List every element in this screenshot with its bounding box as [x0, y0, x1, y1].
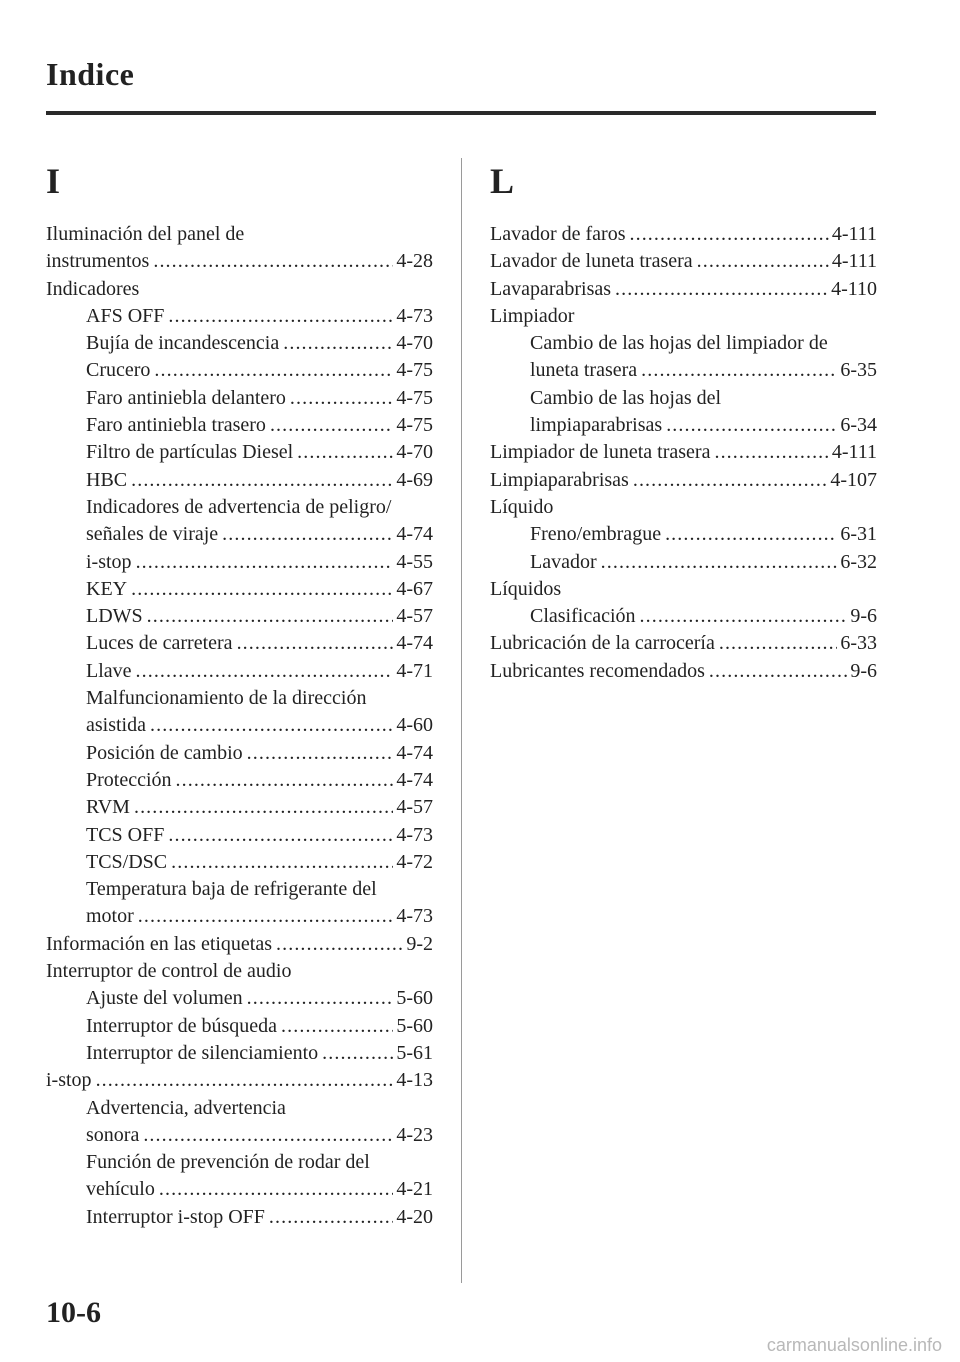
index-entry: [490, 248, 877, 275]
index-entry: [490, 658, 877, 685]
dot-leader: [131, 467, 393, 494]
index-entry: [46, 876, 433, 903]
index-entry-term: Iluminación del panel de: [46, 223, 245, 245]
index-entry-term: Lavador de faros: [490, 223, 626, 245]
index-entry-page: 4-57: [396, 605, 433, 628]
index-entry-page: 4-73: [396, 304, 433, 327]
index-entry-term: Cambio de las hojas del: [530, 386, 722, 409]
dot-leader: [322, 1040, 393, 1067]
index-entry-term: Limpiador de luneta trasera: [490, 441, 711, 464]
index-entry-page: 9-6: [850, 605, 877, 628]
index-entry: [46, 549, 433, 576]
index-entry: [46, 685, 433, 712]
dot-leader: [283, 330, 393, 357]
index-entry-term: i-stop: [86, 550, 132, 573]
index-entry: [46, 1122, 433, 1149]
dot-leader: [247, 740, 394, 767]
index-entry-term: Temperatura baja de refrigerante del: [86, 878, 377, 901]
index-entry-term: Indicadores: [46, 277, 140, 300]
index-entry-term: KEY: [86, 577, 128, 600]
dot-leader: [640, 603, 848, 630]
index-entry-term: Malfuncionamiento de la dirección: [86, 687, 367, 710]
column-divider: [461, 158, 462, 1283]
index-entry-page: 4-74: [396, 741, 433, 764]
index-entry-page: 4-75: [396, 359, 433, 382]
index-entry-page: 4-60: [396, 714, 433, 737]
index-entry: [490, 576, 877, 603]
dot-leader: [276, 931, 403, 958]
index-entry-page: 5-60: [396, 987, 433, 1010]
index-entry: [46, 794, 433, 821]
index-entry-page: 4-111: [831, 223, 877, 245]
dot-leader: [159, 1176, 393, 1203]
index-entry: [46, 958, 433, 985]
index-entry: [490, 357, 877, 384]
index-entry: [490, 439, 877, 466]
index-entry-page: 4-74: [396, 523, 433, 546]
index-entry-term: Lubricación de la carrocería: [490, 632, 715, 655]
dot-leader: [665, 521, 837, 548]
dot-leader: [168, 303, 393, 330]
index-entry: [46, 903, 433, 930]
index-entry: [490, 467, 877, 494]
index-entry-term: sonora: [86, 1123, 140, 1146]
index-entry: [490, 603, 877, 630]
index-entry-term: AFS OFF: [86, 304, 165, 327]
index-entry-page: 4-73: [396, 905, 433, 928]
dot-leader: [714, 439, 828, 466]
index-entry: [46, 740, 433, 767]
index-entry: [46, 330, 433, 357]
index-entry: [46, 385, 433, 412]
index-entry: [46, 1095, 433, 1122]
index-entry-term: Faro antiniebla delantero: [86, 386, 286, 409]
dot-leader: [281, 1013, 393, 1040]
section-letter-l: L: [490, 161, 515, 201]
index-entry: [46, 412, 433, 439]
dot-leader: [136, 658, 394, 685]
index-entry-term: luneta trasera: [530, 359, 638, 382]
dot-leader: [666, 412, 837, 439]
index-entry: [46, 357, 433, 384]
index-entry: [46, 1013, 433, 1040]
page-number: 10-6: [46, 1296, 101, 1329]
index-entries-i: [46, 221, 433, 1231]
index-entry-term: asistida: [86, 714, 146, 737]
index-entry: [490, 549, 877, 576]
index-entry: [46, 985, 433, 1012]
index-entry-term: Lavador de luneta trasera: [490, 250, 693, 273]
index-entry: [46, 767, 433, 794]
dot-leader: [615, 276, 828, 303]
index-entry-page: 4-73: [396, 823, 433, 846]
index-entry-term: instrumentos: [46, 250, 150, 273]
index-entry-term: Bujía de incandescencia: [86, 332, 280, 355]
index-entry-page: 6-31: [840, 523, 877, 546]
watermark: carmanualsonline.info: [766, 1335, 942, 1355]
index-entry-term: HBC: [86, 468, 128, 491]
index-entry-page: 9-2: [406, 932, 433, 955]
dot-leader: [719, 630, 837, 657]
index-entry: [490, 412, 877, 439]
index-entry-page: 4-28: [396, 250, 433, 273]
index-entry-term: Clasificación: [530, 605, 636, 628]
index-entry-term: LDWS: [86, 605, 143, 628]
index-entry-term: Función de prevención de rodar del: [86, 1151, 370, 1174]
index-entry: [490, 630, 877, 657]
dot-leader: [138, 903, 394, 930]
index-entry-term: Interruptor de silenciamiento: [86, 1041, 319, 1064]
index-entry-term: i-stop: [46, 1069, 92, 1092]
index-entry: [46, 1067, 433, 1094]
dot-leader: [641, 357, 837, 384]
index-entry: [46, 630, 433, 657]
index-entry-page: 4-71: [396, 659, 433, 682]
index-entry-page: 9-6: [850, 659, 877, 682]
index-entry-page: 4-110: [831, 277, 877, 300]
dot-leader: [709, 658, 847, 685]
dot-leader: [601, 549, 838, 576]
index-entry-term: Posición de cambio: [86, 741, 243, 764]
index-entry-term: Interruptor de búsqueda: [86, 1014, 278, 1037]
index-entry: [46, 712, 433, 739]
index-entry-term: limpiaparabrisas: [530, 414, 663, 437]
index-entry-term: Lubricantes recomendados: [490, 659, 705, 682]
index-entry-term: Lavaparabrisas: [490, 277, 612, 300]
index-entries-l: [490, 221, 877, 685]
index-entry: [46, 603, 433, 630]
index-entry-page: 4-55: [396, 550, 433, 573]
index-entry: [490, 330, 877, 357]
index-entry-term: Interruptor i-stop OFF: [86, 1205, 265, 1228]
index-entry: [490, 385, 877, 412]
dot-leader: [96, 1067, 394, 1094]
dot-leader: [154, 357, 393, 384]
index-entry-page: 4-72: [396, 850, 433, 873]
dot-leader: [269, 1204, 393, 1231]
dot-leader: [630, 221, 829, 248]
index-entry-term: RVM: [86, 796, 130, 819]
index-entry-term: Protección: [86, 768, 172, 791]
dot-leader: [270, 412, 393, 439]
index-entry-term: motor: [86, 905, 134, 928]
index-entry-page: 6-32: [840, 550, 877, 573]
index-entry-term: Cambio de las hojas del limpiador de: [530, 332, 828, 355]
index-entry-page: 4-20: [396, 1205, 433, 1228]
index-entry-page: 4-74: [396, 632, 433, 655]
index-entry-term: Lavador: [530, 550, 597, 573]
dot-leader: [136, 549, 394, 576]
index-entry-page: 4-57: [396, 796, 433, 819]
dot-leader: [143, 1122, 393, 1149]
index-entry-page: 4-21: [396, 1178, 433, 1201]
index-entry-page: 4-23: [396, 1123, 433, 1146]
index-entry: [46, 849, 433, 876]
dot-leader: [697, 248, 829, 275]
index-entry: [490, 303, 877, 330]
index-entry-page: 5-61: [396, 1041, 433, 1064]
index-entry-page: 4-69: [396, 468, 433, 491]
index-entry-term: Ajuste del volumen: [86, 987, 243, 1010]
index-entry: [46, 439, 433, 466]
index-entry-term: vehículo: [86, 1178, 155, 1201]
index-entry-term: Advertencia, advertencia: [86, 1096, 286, 1119]
index-entry: [46, 467, 433, 494]
index-entry-page: 4-13: [396, 1069, 433, 1092]
index-entry-term: Llave: [86, 659, 132, 682]
index-entry: [46, 1149, 433, 1176]
index-entry-page: 4-111: [831, 250, 877, 273]
index-entry-term: Indicadores de advertencia de peligro/: [86, 495, 392, 518]
dot-leader: [237, 630, 394, 657]
dot-leader: [168, 822, 393, 849]
index-entry: [46, 521, 433, 548]
index-entry: [46, 1204, 433, 1231]
index-entry-term: Crucero: [86, 359, 151, 382]
index-entry-term: Líquidos: [490, 577, 562, 600]
index-entry: [490, 494, 877, 521]
title-rule: [46, 111, 876, 115]
index-entry-page: 4-111: [831, 441, 877, 464]
dot-leader: [134, 794, 393, 821]
index-entry-term: Faro antiniebla trasero: [86, 414, 266, 437]
index-entry: [46, 1176, 433, 1203]
index-entry-term: TCS/DSC: [86, 850, 168, 873]
index-entry-term: señales de viraje: [86, 523, 219, 546]
index-entry: [46, 822, 433, 849]
index-entry-page: 4-70: [396, 332, 433, 355]
index-entry-page: 4-74: [396, 768, 433, 791]
dot-leader: [633, 467, 827, 494]
dot-leader: [147, 603, 394, 630]
dot-leader: [222, 521, 393, 548]
index-entry-page: 4-75: [396, 414, 433, 437]
dot-leader: [171, 849, 393, 876]
index-entry-page: 5-60: [396, 1014, 433, 1037]
dot-leader: [297, 439, 393, 466]
index-entry-term: Freno/embrague: [530, 523, 662, 546]
index-entry-term: Líquido: [490, 495, 554, 518]
index-entry-page: 4-67: [396, 577, 433, 600]
index-entry-term: Filtro de partículas Diesel: [86, 441, 294, 464]
index-entry: [46, 276, 433, 303]
section-letter-i: I: [46, 161, 61, 201]
index-entry-page: 6-33: [840, 632, 877, 655]
index-entry-term: Limpiador: [490, 304, 575, 327]
index-entry-page: 6-35: [840, 359, 877, 382]
index-entry: [46, 576, 433, 603]
dot-leader: [131, 576, 393, 603]
index-entry: [490, 276, 877, 303]
index-entry: [46, 248, 433, 275]
page-title: Indice: [46, 56, 135, 92]
index-entry-page: 6-34: [840, 414, 877, 437]
index-entry-term: Información en las etiquetas: [46, 932, 273, 955]
index-entry-term: Luces de carretera: [86, 632, 233, 655]
index-entry: [46, 658, 433, 685]
index-entry-page: 4-75: [396, 386, 433, 409]
index-entry: [490, 221, 877, 248]
index-entry: [46, 1040, 433, 1067]
index-entry-term: TCS OFF: [86, 823, 165, 846]
dot-leader: [150, 712, 393, 739]
dot-leader: [290, 385, 393, 412]
dot-leader: [176, 767, 394, 794]
index-entry: [46, 494, 433, 521]
index-entry-term: Interruptor de control de audio: [46, 960, 292, 983]
index-entry: [46, 303, 433, 330]
index-column-i: [46, 160, 433, 1231]
index-entry-page: 4-107: [830, 468, 877, 491]
index-column-l: [490, 160, 877, 685]
dot-leader: [153, 248, 393, 275]
index-entry-page: 4-70: [396, 441, 433, 464]
index-entry-term: Limpiaparabrisas: [490, 468, 629, 491]
index-entry: [46, 221, 433, 248]
index-entry: [490, 521, 877, 548]
dot-leader: [247, 985, 394, 1012]
index-entry: [46, 931, 433, 958]
